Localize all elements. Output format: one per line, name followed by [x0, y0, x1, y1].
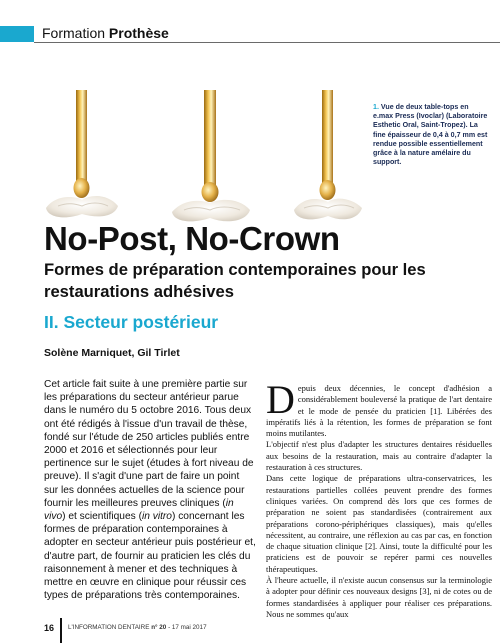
intro-text-part-3: ) concernant les formes de préparation contemporaines à adopter en secteur antérieur puis postérieur et, d'autre part, de fournir au praticien les clés du raisonnement à mener et des techniques à mettre en œuvre en clinique pour réussir ces types de préparations très contemporaines. [44, 511, 256, 602]
article-authors: Solène Marniquet, Gil Tirlet [44, 347, 180, 359]
footer-issue: n° 20 [151, 624, 167, 631]
article-section-title: II. Secteur postérieur [44, 312, 219, 332]
footer-journal: L'INFORMATION DENTAIRE [68, 624, 150, 631]
article-subtitle: Formes de préparation contemporaines pour les restaurations adhésives [44, 260, 426, 301]
footer-divider [60, 618, 62, 643]
figure-caption-text: Vue de deux table-tops en e.max Press (Ivoclar) (Laboratoire Esthetic Oral, Saint-Tropez). La fine épaisseur de 0,4 à 0,7 mm est rendue possible essentiellement grâce à la nature amélaire du support. [373, 103, 488, 167]
table-top-left [46, 90, 118, 217]
page-number: 16 [44, 623, 55, 633]
body-paragraph-3: Dans cette logique de préparations ultra-conservatrices, les restaurations partielles collées peuvent prendre des formes cliniques variées. On comprend dès lors que ces formes de préparation ne soient pas standardisées (contrairement aux préparations corono-périphériques classiques), mais qu'elles nécessitent, au contraire, une réflexion au cas par cas, en fonction de chaque situation clinique [2]. Ainsi, toute la difficulté pour les praticiens est de pouvoir se repérer parmi ces nouvelles thérapeutiques. [266, 473, 492, 574]
figure-caption [373, 103, 488, 167]
header-accent-bar [0, 26, 34, 42]
section-header-topic: Prothèse [108, 25, 169, 41]
table-top-middle [172, 90, 250, 221]
table-tops-photo [36, 90, 366, 232]
article-title: No-Post, No-Crown [44, 220, 340, 257]
intro-text-part-2: ) et scientifiques ( [62, 511, 142, 523]
intro-in-vivo: in vivo [44, 497, 234, 523]
figure-photo [36, 90, 366, 232]
section-header [42, 25, 169, 41]
article-body [266, 377, 492, 620]
section-header-category: Formation [42, 25, 106, 41]
footer-date: - 17 mai 2017 [168, 624, 207, 631]
header-rule [34, 42, 500, 43]
table-top-right [294, 90, 362, 219]
drop-cap: D [266, 377, 295, 422]
body-paragraph-4: À l'heure actuelle, il n'existe aucun consensus sur la terminologie à adopter pour définir ces nouveaux designs [3], ni de cotes ou de formes standardisées à appliquer pour réaliser ces préparations. Nous ne sommes qu'aux [266, 575, 492, 619]
body-paragraph-2: L'objectif n'est plus d'adapter les structures dentaires résiduelles aux besoins de la restauration, mais au contraire d'adapter la restauration à ces structures. [266, 439, 492, 473]
intro-in-vitro: in vitro [141, 511, 172, 523]
article-intro [44, 378, 256, 602]
body-paragraph-1: epuis deux décennies, le concept d'adhésion a considérablement bouleversé la pratique de l'art dentaire et le mode de pensée du praticien [1]. Libérées des impératifs liés à la rétention, les formes de préparation se font moins mutilantes. [266, 383, 492, 439]
intro-text-part-1: Cet article fait suite à une première partie sur les préparations du secteur antérieur parue dans le numéro du 5 octobre 2016. Tous deux ont été rédigés à l'issue d'un travail de thèse, fondé sur l'étude de 250 articles publiés entre 2000 et 2016 et sélectionnés pour leur pertinence sur le sujet (études à fort niveau de preuve). Il s'agit d'une part de faire un point sur les données actuelles de la science pour fournir les meilleures preuves cliniques ( [44, 379, 254, 509]
footer-journal-info [68, 624, 207, 631]
figure-number: 1. [373, 103, 379, 111]
